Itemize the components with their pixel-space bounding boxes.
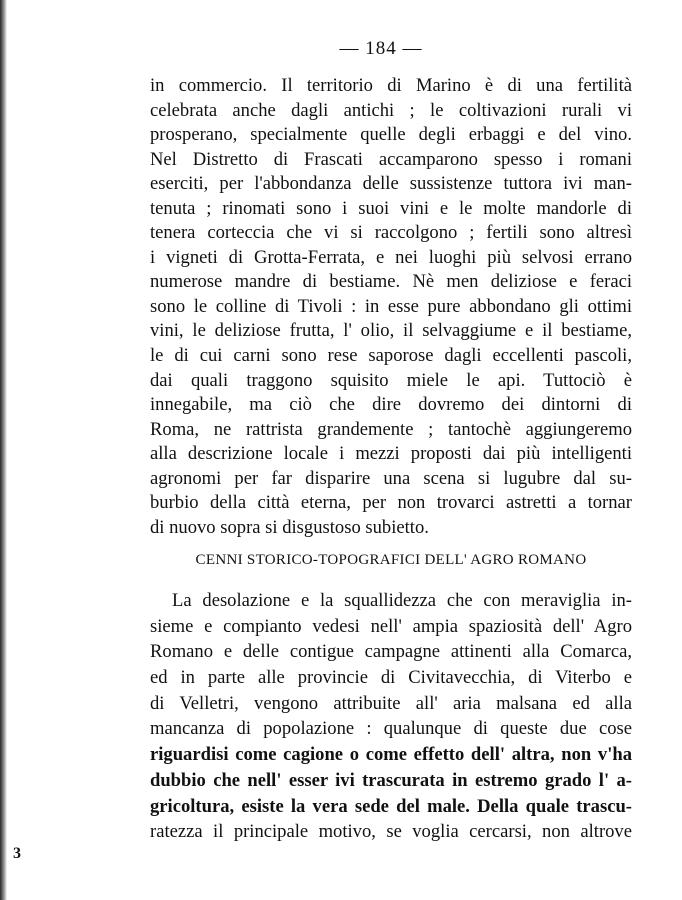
text-line: i vigneti di Grotta-Ferrata, e nei luoghi più selvosi errano	[150, 246, 632, 268]
text-line: sono le colline di Tivoli : in esse pure abbondano gli ottimi	[150, 295, 632, 317]
page-left-edge	[0, 0, 7, 900]
text-line: di nuovo sopra si disgustoso subietto.	[150, 516, 429, 538]
text-line: sieme e compianto vedesi nell' ampia spaziosità dell' Agro	[150, 615, 632, 637]
text-line: ed in parte alle provincie di Civitavecchia, di Viterbo e	[150, 667, 632, 689]
text-line: Romano e delle contigue campagne attinenti alla Comarca,	[150, 641, 632, 663]
text-line: le di cui carni sono rese saporose dagli eccellenti pascoli,	[150, 345, 632, 367]
text-line: celebrata anche dagli antichi ; le coltivazioni rurali vi	[150, 99, 632, 121]
text-line: ratezza il principale motivo, se voglia cercarsi, non altrove	[150, 821, 632, 843]
text-line: eserciti, per l'abbondanza delle sussistenze tuttora ivi man-	[150, 173, 632, 195]
margin-mark: 3	[13, 845, 21, 862]
text-line: dubbio che nell' esser ivi trascurata in estremo grado l' a-	[150, 769, 632, 791]
text-line: vini, le deliziose frutta, l' olio, il selvaggiume e il bestiame,	[150, 320, 632, 342]
section-heading: CENNI STORICO-TOPOGRAFICI DELL' AGRO ROMANO	[195, 552, 587, 568]
text-line: riguardisi come cagione o come effetto dell' altra, non v'ha	[150, 744, 632, 766]
text-line: tenuta ; rinomati sono i suoi vini e le molte mandorle di	[150, 197, 632, 219]
page-number: — 184 —	[339, 38, 423, 59]
text-line: burbio della città eterna, per non trovarci astretti a tornar	[150, 492, 632, 514]
text-line: di Velletri, vengono attribuite all' aria malsana ed alla	[150, 692, 632, 714]
paragraph-2	[150, 588, 632, 845]
text-line: dai quali traggono squisito miele le api. Tuttociò è	[150, 369, 632, 391]
text-line: gricoltura, esiste la vera sede del male. Della quale trascu-	[150, 795, 632, 817]
text-line: Nel Distretto di Frascati accamparono spesso i romani	[150, 148, 632, 170]
text-line: mancanza di popolazione : qualunque di queste due cose	[150, 718, 632, 740]
text-line: La desolazione e la squallidezza che con meraviglia in-	[172, 590, 632, 611]
text-line: innegabile, ma ciò che dire dovremo dei dintorni di	[150, 394, 632, 416]
text-line: alla descrizione locale i mezzi proposti dai più intelligenti	[150, 443, 632, 465]
text-line: tenera corteccia che vi si raccolgono ; fertili sono altresì	[150, 222, 632, 244]
text-line: agronomi per far disparire una scena si lugubre dal su-	[150, 467, 632, 489]
paragraph-1	[150, 74, 632, 540]
text-line: prosperano, specialmente quelle degli erbaggi e del vino.	[150, 124, 632, 146]
text-line: in commercio. Il territorio di Marino è di una fertilità	[150, 75, 632, 96]
text-line: numerose mandre di bestiame. Nè men deliziose e feraci	[150, 271, 632, 293]
text-line: Roma, ne rattrista grandemente ; tantochè aggiungeremo	[150, 418, 632, 440]
